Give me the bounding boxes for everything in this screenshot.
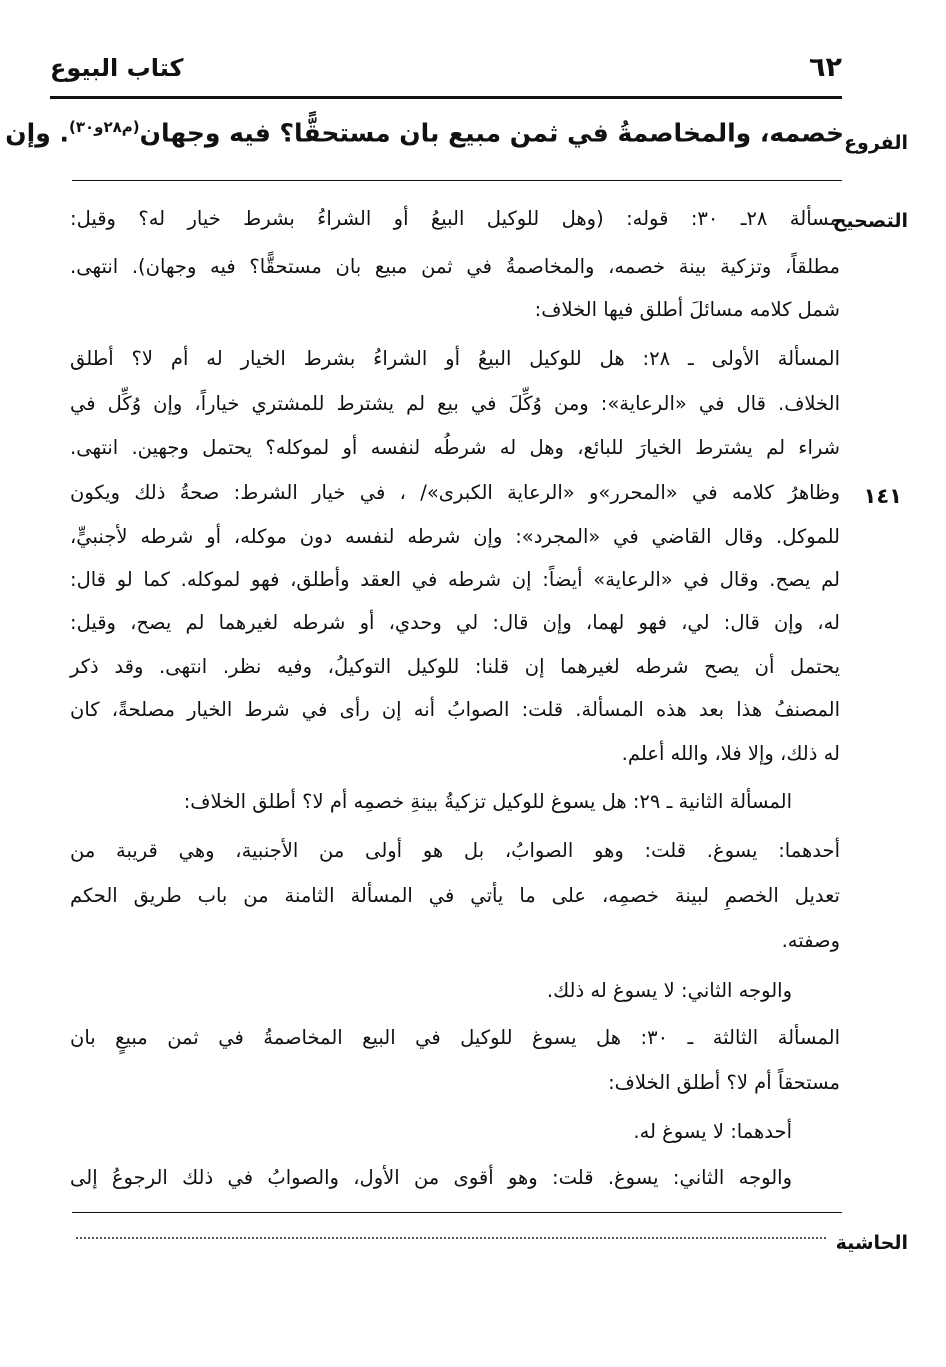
- text-line-3: شمل كلامه مسائلَ أطلق فيها الخلاف:: [534, 298, 840, 321]
- text-line-6: شراء لم يشترط الخيارَ للبائع، وهل له شرطُه لنفسه أو لموكله؟ يحتمل وجهين. انتهى.: [70, 436, 840, 459]
- text-line-9: لم يصح. وقال في «الرعاية» أيضاً: إن شرطه في العقد وأطلق، فهو لموكله. كما لو قال:: [70, 568, 840, 591]
- label-furu: الفروع: [844, 132, 908, 154]
- text-line-1: مسألة ٢٨ـ ٣٠: قوله: (وهل للوكيل البيعُ أو الشراءُ بشرط خيار له؟ وقيل:: [70, 207, 840, 230]
- text-line-15: أحدهما: يسوغ. قلت: وهو الصوابُ، بل هو أولى من الأجنبية، وهي قريبة من: [70, 839, 840, 862]
- text-line-17: وصفته.: [781, 929, 840, 952]
- text-line-16: تعديل الخصمِ لبينة خصمِه، على ما يأتي في المسألة الثامنة من باب طريق الحكم: [70, 884, 840, 907]
- text-line-14: المسألة الثانية ـ ٢٩: هل يسوغ للوكيل تزكيةُ بينةِ خصمِه أم لا؟ أطلق الخلاف:: [183, 790, 792, 813]
- text-line-2: مطلقاً، وتزكية بينة خصمه، والمخاصمةُ في ثمن مبيع بان مستحقًّا؟ فيه وجهان). انتهى.: [70, 255, 840, 278]
- furu-text: خصمه، والمخاصمةُ في ثمن مبيع بان مستحقًّا؟ فيه وجهان: [139, 118, 844, 148]
- header-rule: [50, 96, 842, 99]
- margin-page-ref: ١٤١: [863, 484, 902, 508]
- text-line-8: للموكل. وقال القاضي في «المجرد»: وإن شرطه لنفسه دون موكله، أو شرطه لأجنبيٍّ،: [70, 525, 840, 548]
- furu-marker: (م٢٨و٣٠): [68, 118, 140, 136]
- text-line-12: المصنفُ هذا بعد هذه المسألة. قلت: الصوابُ أنه إن رأى في شرط الخيار مصلحةً، كان: [70, 698, 840, 721]
- text-line-10: له، وإن قال: لي، فهو لهما، وإن قال: لي وحدي، أو شرطه لغيرهما لم يصح، وقيل:: [70, 611, 840, 634]
- text-line-20: مستحقاً أم لا؟ أطلق الخلاف:: [608, 1071, 840, 1094]
- text-line-19: المسألة الثالثة ـ ٣٠: هل يسوغ للوكيل في البيع المخاصمةُ في ثمن مبيعٍ بان: [70, 1026, 840, 1049]
- furu-line: [5, 118, 844, 148]
- page-number: ٦٢: [809, 52, 842, 83]
- text-line-4: المسألة الأولى ـ ٢٨: هل للوكيل البيعُ أو الشراءُ بشرط الخيار له أم لا؟ أطلق: [70, 347, 840, 370]
- running-header: [50, 52, 842, 96]
- section-rule: [72, 180, 842, 181]
- furu-tail: . وإن: [5, 118, 69, 148]
- book-title: كتاب البيوع: [50, 54, 184, 82]
- label-hashiya: الحاشية: [835, 1232, 908, 1254]
- label-tashih: التصحيح: [832, 210, 908, 232]
- text-line-21: أحدهما: لا يسوغ له.: [633, 1120, 792, 1143]
- text-line-13: له ذلك، وإلا فلا، والله أعلم.: [621, 742, 840, 765]
- text-line-11: يحتمل أن يصح شرطه لغيرهما إن قلنا: للوكيل التوكيلُ، وفيه نظر. انتهى. وقد ذكر: [70, 655, 840, 678]
- footer-rule: [72, 1212, 842, 1213]
- text-line-18: والوجه الثاني: لا يسوغ له ذلك.: [546, 979, 792, 1002]
- text-line-22: والوجه الثاني: يسوغ. قلت: وهو أقوى من الأول، والصوابُ في ذلك الرجوعُ إلى: [70, 1166, 792, 1189]
- footnote-dotted-line: [76, 1237, 826, 1239]
- text-line-5: الخلاف. قال في «الرعاية»: ومن وُكِّلَ في بيع لم يشترط للمشتري خياراً، وإن وُكِّل في: [70, 392, 840, 415]
- text-line-7: وظاهرُ كلامه في «المحرر»و «الرعاية الكبرى»/ ، في خيار الشرط: صحةُ ذلك ويكون: [70, 481, 840, 504]
